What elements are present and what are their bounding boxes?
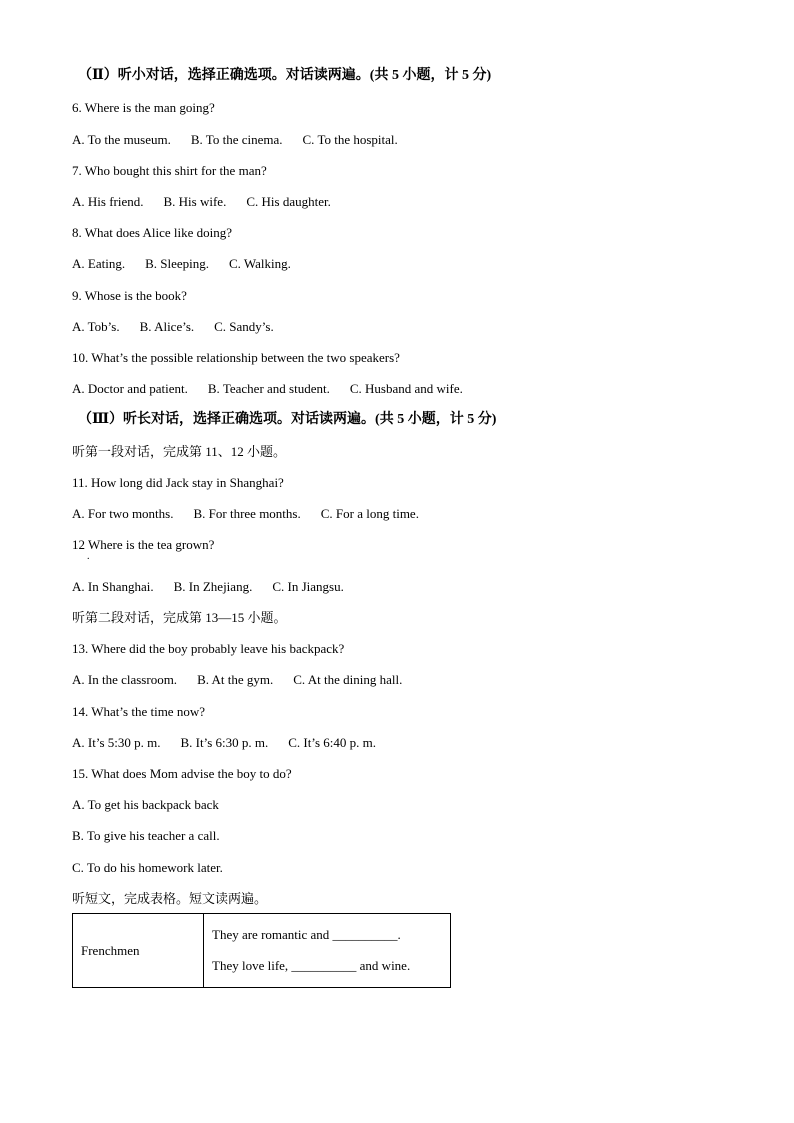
question-12-options xyxy=(72,579,344,595)
question-10-options xyxy=(72,381,463,397)
question-11-options xyxy=(72,506,419,522)
option-b: B. His wife. xyxy=(163,194,227,209)
option-a: A. Doctor and patient. xyxy=(72,381,188,396)
question-6-options xyxy=(72,132,398,148)
option-b: B. For three months. xyxy=(193,506,301,521)
option-b: B. To the cinema. xyxy=(190,132,283,147)
option-a: A. It’s 5:30 p. m. xyxy=(72,735,161,750)
question-15-option-b: B. To give his teacher a call. xyxy=(72,828,220,843)
option-a: A. In Shanghai. xyxy=(72,579,154,594)
option-c: C. For a long time. xyxy=(320,506,419,521)
option-a: A. In the classroom. xyxy=(72,672,178,687)
row-label-cell xyxy=(73,914,204,988)
question-12-dot: . xyxy=(87,551,90,562)
fill-in-table xyxy=(72,913,451,988)
option-c: C. Husband and wife. xyxy=(349,381,463,396)
content-cell xyxy=(204,914,451,988)
question-11: 11. How long did Jack stay in Shanghai? xyxy=(72,475,284,490)
table-line-2: They love life, __________ and wine. xyxy=(212,958,411,973)
option-c: C. At the dining hall. xyxy=(293,672,403,687)
option-b: B. Alice’s. xyxy=(139,319,195,334)
option-a: A. Tob’s. xyxy=(72,319,120,334)
question-15-option-c: C. To do his homework later. xyxy=(72,860,223,875)
section-3-heading: （Ⅲ）听长对话，选择正确选项。对话读两遍。(共 5 小题，计 5 分) xyxy=(78,412,497,427)
option-c: C. It’s 6:40 p. m. xyxy=(288,735,377,750)
option-c: C. His daughter. xyxy=(246,194,331,209)
section-4-intro: 听短文，完成表格。短文读两遍。 xyxy=(72,891,268,906)
option-b: B. It’s 6:30 p. m. xyxy=(180,735,269,750)
question-7-options xyxy=(72,194,331,210)
option-b: B. At the gym. xyxy=(197,672,274,687)
question-12: 12 Where is the tea grown? xyxy=(72,537,215,552)
option-a: A. To the museum. xyxy=(72,132,171,147)
table-row xyxy=(73,914,451,988)
question-9-options xyxy=(72,319,274,335)
question-13-options xyxy=(72,672,402,688)
question-14-options xyxy=(72,735,376,751)
question-10: 10. What’s the possible relationship between the two speakers? xyxy=(72,350,400,365)
question-13: 13. Where did the boy probably leave his backpack? xyxy=(72,641,345,656)
part-2-intro: 听第二段对话，完成第 13—15 小题。 xyxy=(72,610,287,625)
question-8: 8. What does Alice like doing? xyxy=(72,225,233,240)
question-7: 7. Who bought this shirt for the man? xyxy=(72,163,267,178)
question-15: 15. What does Mom advise the boy to do? xyxy=(72,766,292,781)
option-a: A. For two months. xyxy=(72,506,174,521)
option-c: C. To the hospital. xyxy=(302,132,398,147)
question-8-options xyxy=(72,256,291,272)
option-c: C. Walking. xyxy=(229,256,291,271)
question-15-option-a: A. To get his backpack back xyxy=(72,797,219,812)
option-a: A. Eating. xyxy=(72,256,126,271)
option-a: A. His friend. xyxy=(72,194,144,209)
table-line-1: They are romantic and __________. xyxy=(212,927,401,942)
option-b: B. Sleeping. xyxy=(145,256,209,271)
option-c: C. Sandy’s. xyxy=(214,319,274,334)
option-b: B. Teacher and student. xyxy=(207,381,330,396)
question-6: 6. Where is the man going? xyxy=(72,100,215,115)
part-1-intro: 听第一段对话，完成第 11、12 小题。 xyxy=(72,444,287,459)
question-9: 9. Whose is the book? xyxy=(72,288,187,303)
option-c: C. In Jiangsu. xyxy=(272,579,344,594)
option-b: B. In Zhejiang. xyxy=(173,579,253,594)
question-14: 14. What’s the time now? xyxy=(72,704,205,719)
row-label: Frenchmen xyxy=(81,942,140,958)
section-2-heading: （Ⅱ）听小对话，选择正确选项。对话读两遍。(共 5 小题，计 5 分) xyxy=(78,68,492,83)
